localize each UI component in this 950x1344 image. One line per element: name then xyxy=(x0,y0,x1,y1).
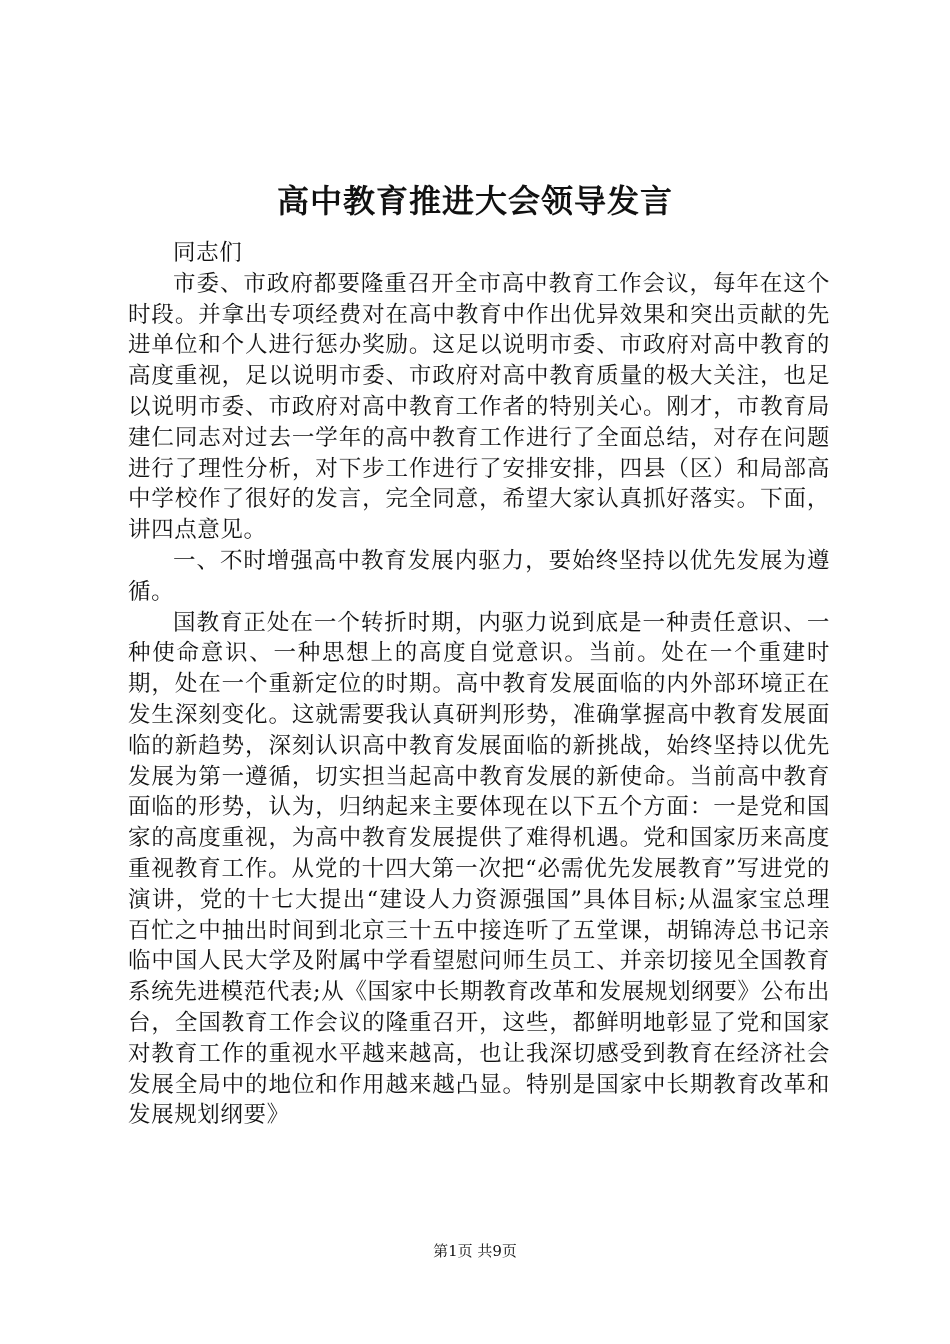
opening-paragraph: 市委、市政府都要隆重召开全市高中教育工作会议，每年在这个时段。并拿出专项经费对在高中教育中作出优异效果和突出贡献的先进单位和个人进行惩办奖励。这足以说明市委、市政府对高中教育的高度重视，足以说明市委、市政府对高中教育质量的极大关注，也足以说明市委、市政府对高中教育工作者的特别关心。刚才，市教育局建仁同志对过去一学年的高中教育工作进行了全面总结，对存在问题进行了理性分析，对下步工作进行了安排安排，四县（区）和局部高中学校作了很好的发言，完全同意，希望大家认真抓好落实。下面，讲四点意见。 xyxy=(128,270,830,544)
document-title: 高中教育推进大会领导发言 xyxy=(276,182,673,220)
body-paragraph: 国教育正处在一个转折时期，内驱力说到底是一种责任意识、一种使命意识、一种思想上的高度自觉意识。当前。处在一个重建时期，处在一个重新定位的时期。高中教育发展面临的内外部环境正在发生深刻变化。这就需要我认真研判形势，准确掌握高中教育发展面临的新趋势，深刻认识高中教育发展面临的新挑战，始终坚持以优先发展为第一遵循，切实担当起高中教育发展的新使命。当前高中教育面临的形势，认为，归纳起来主要体现在以下五个方面：一是党和国家的高度重视，为高中教育发展提供了难得机遇。党和国家历来高度重视教育工作。从党的十四大第一次把“必需优先发展教育”写进党的演讲，党的十七大提出“建设人力资源强国”具体目标;从温家宝总理百忙之中抽出时间到北京三十五中接连听了五堂课，胡锦涛总书记亲临中国人民大学及附属中学看望慰问师生员工、并亲切接见全国教育系统先进模范代表;从《国家中长期教育改革和发展规划纲要》公布出台，全国教育工作会议的隆重召开，这些，都鲜明地彰显了党和国家对教育工作的重视水平越来越高，也让我深切感受到教育在经济社会发展全局中的地位和作用越来越凸显。特别是国家中长期教育改革和发展规划纲要》 xyxy=(128,609,830,1129)
section-heading-paragraph: 一、不时增强高中教育发展内驱力，要始终坚持以优先发展为遵循。 xyxy=(128,547,830,605)
document-body xyxy=(128,238,830,1131)
page-number-footer: 第1页 共9页 xyxy=(433,1242,517,1260)
salutation-paragraph: 同志们 xyxy=(173,240,243,266)
